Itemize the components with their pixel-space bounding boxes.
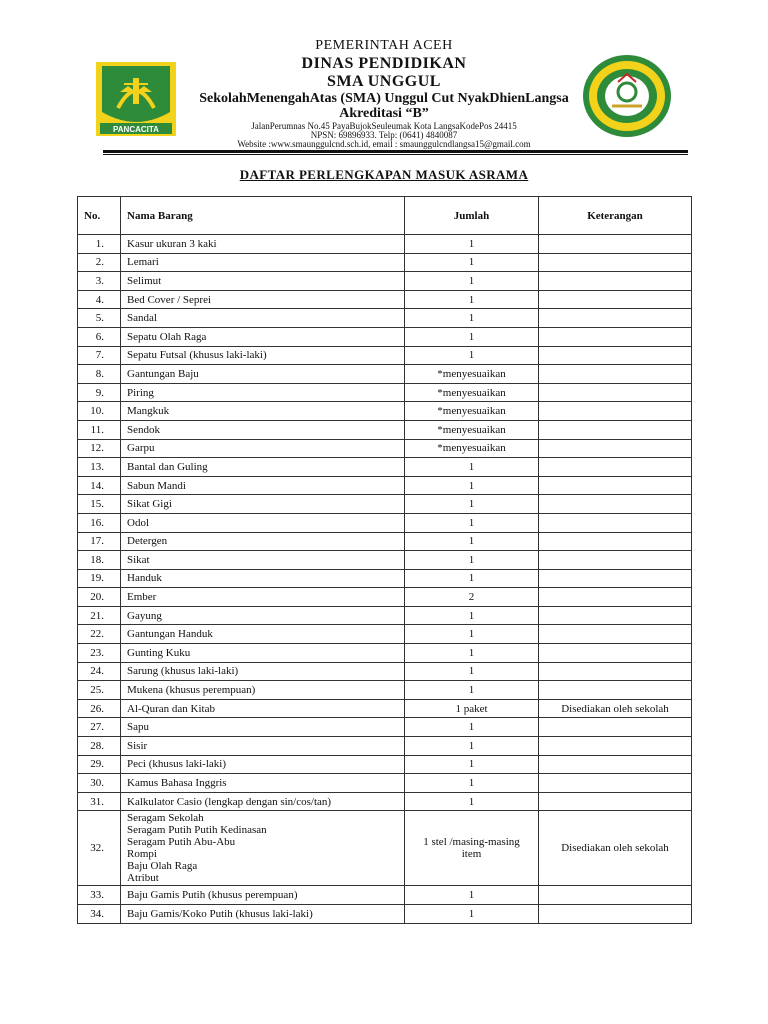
item-name: Gantungan Handuk [121,625,405,644]
item-note [539,662,692,681]
row-number: 20. [78,588,121,607]
row-number: 30. [78,774,121,793]
column-header-note: Keterangan [539,197,692,235]
item-note [539,718,692,737]
document-title: DAFTAR PERLENGKAPAN MASUK ASRAMA [239,167,529,182]
item-name: Detergen [121,532,405,551]
item-quantity: *menyesuaikan [405,420,539,439]
item-note [539,402,692,421]
item-note [539,737,692,756]
item-name: Sikat Gigi [121,495,405,514]
table-body [78,235,692,924]
item-name: Kalkulator Casio (lengkap dengan sin/cos/tan) [121,792,405,811]
pancacita-label: PANCACITA [113,125,159,134]
item-note [539,458,692,477]
row-number: 4. [78,290,121,309]
item-quantity: 1 [405,792,539,811]
table-row [78,681,692,700]
table-row [78,365,692,384]
row-number: 3. [78,272,121,291]
letterhead [0,0,768,150]
item-quantity [405,811,539,886]
item-note [539,290,692,309]
item-name-line: Seragam Sekolah [127,812,204,825]
item-name: Ember [121,588,405,607]
item-quantity-line: item [461,848,482,861]
item-note [539,886,692,905]
table-row [78,439,692,458]
item-note [539,755,692,774]
column-header-name: Nama Barang [121,197,405,235]
item-quantity: 1 [405,606,539,625]
table-header-row [78,197,692,235]
item-name: Sendok [121,420,405,439]
item-quantity: 1 [405,755,539,774]
table-row [78,588,692,607]
item-note [539,365,692,384]
item-note [539,588,692,607]
row-number: 5. [78,309,121,328]
item-quantity: *menyesuaikan [405,402,539,421]
row-number: 26. [78,699,121,718]
item-note: Disediakan oleh sekolah [539,699,692,718]
table-row [78,718,692,737]
item-name: Garpu [121,439,405,458]
item-note [539,272,692,291]
item-note [539,625,692,644]
table-row [78,886,692,905]
table-row [78,774,692,793]
item-name: Gunting Kuku [121,644,405,663]
item-quantity: 1 [405,737,539,756]
item-name: Sisir [121,737,405,756]
row-number: 11. [78,420,121,439]
item-quantity: 1 [405,327,539,346]
item-name: Kamus Bahasa Inggris [121,774,405,793]
row-number: 9. [78,383,121,402]
row-number: 33. [78,886,121,905]
item-quantity: *menyesuaikan [405,365,539,384]
table-row [78,644,692,663]
item-quantity: 1 [405,290,539,309]
item-note [539,792,692,811]
table-row [78,309,692,328]
table-row [78,383,692,402]
row-number: 19. [78,569,121,588]
item-name: Mukena (khusus perempuan) [121,681,405,700]
item-note [539,309,692,328]
item-name: Bantal dan Guling [121,458,405,477]
item-quantity: *menyesuaikan [405,383,539,402]
item-note [539,383,692,402]
item-note [539,439,692,458]
item-quantity: 1 [405,551,539,570]
table-row [78,625,692,644]
item-note [539,495,692,514]
row-number: 7. [78,346,121,365]
row-number: 16. [78,513,121,532]
row-number: 13. [78,458,121,477]
table-row [78,532,692,551]
table-row [78,327,692,346]
item-quantity: 1 paket [405,699,539,718]
table-row [78,513,692,532]
item-name: Piring [121,383,405,402]
item-name: Baju Gamis Putih (khusus perempuan) [121,886,405,905]
table-row [78,420,692,439]
table-row [78,737,692,756]
item-note [539,253,692,272]
row-number: 29. [78,755,121,774]
item-quantity: 1 [405,905,539,924]
item-name: Sepatu Futsal (khusus laki-laki) [121,346,405,365]
item-quantity-line: 1 stel /masing-masing [423,836,520,849]
item-quantity: 1 [405,513,539,532]
header-department: DINAS PENDIDIKAN [301,55,467,72]
header-website-email: Website :www.smaunggulcnd.sch.id, email : smaunggulcndlangsa15@gmail.com [237,139,531,149]
item-name: Sikat [121,551,405,570]
row-number: 23. [78,644,121,663]
item-quantity: 1 [405,774,539,793]
row-number: 2. [78,253,121,272]
table-row [78,290,692,309]
item-note [539,476,692,495]
header-school: SMA UNGGUL [327,73,441,90]
item-quantity: *menyesuaikan [405,439,539,458]
table-row [78,662,692,681]
item-quantity: 1 [405,458,539,477]
column-header-qty: Jumlah [405,197,539,235]
item-name: Sepatu Olah Raga [121,327,405,346]
letterhead-divider-thick [103,150,688,153]
item-note [539,774,692,793]
header-npsn-phone: NPSN: 69896933. Telp: (0641) 4840087 [310,130,458,140]
header-school-fullname: SekolahMenengahAtas (SMA) Unggul Cut NyakDhienLangsa [199,91,569,106]
table-row [78,569,692,588]
item-name-line: Baju Olah Raga [127,860,198,873]
item-name: Handuk [121,569,405,588]
item-name [121,811,405,886]
item-note [539,569,692,588]
item-name: Baju Gamis/Koko Putih (khusus laki-laki) [121,905,405,924]
row-number: 8. [78,365,121,384]
item-name: Sapu [121,718,405,737]
item-name: Gantungan Baju [121,365,405,384]
row-number: 27. [78,718,121,737]
item-name: Gayung [121,606,405,625]
row-number: 14. [78,476,121,495]
item-quantity: 1 [405,346,539,365]
table-row [78,458,692,477]
item-name-line: Rompi [127,848,157,861]
item-note [539,606,692,625]
item-note [539,513,692,532]
header-government: PEMERINTAH ACEH [315,38,453,53]
item-note [539,905,692,924]
equipment-table [77,196,692,924]
item-name: Al-Quran dan Kitab [121,699,405,718]
column-header-no: No. [78,197,121,235]
item-quantity: 1 [405,718,539,737]
row-number: 1. [78,235,121,254]
row-number: 21. [78,606,121,625]
row-number: 28. [78,737,121,756]
item-quantity: 1 [405,644,539,663]
table-row [78,606,692,625]
letterhead-divider-thin [103,154,688,155]
row-number: 10. [78,402,121,421]
item-note [539,532,692,551]
row-number: 6. [78,327,121,346]
row-number: 34. [78,905,121,924]
table-row [78,551,692,570]
item-quantity: 1 [405,886,539,905]
item-name: Sarung (khusus laki-laki) [121,662,405,681]
row-number: 12. [78,439,121,458]
item-note [539,346,692,365]
row-number: 25. [78,681,121,700]
item-quantity: 1 [405,476,539,495]
item-note [539,681,692,700]
item-quantity: 1 [405,495,539,514]
table-row [78,792,692,811]
item-name: Kasur ukuran 3 kaki [121,235,405,254]
table-row [78,811,692,886]
item-name: Odol [121,513,405,532]
row-number: 31. [78,792,121,811]
item-quantity: 1 [405,532,539,551]
item-quantity: 1 [405,309,539,328]
item-quantity: 2 [405,588,539,607]
header-address: JalanPerumnas No.45 PayaBujokSeuleumak Kota LangsaKodePos 24415 [251,121,517,131]
item-quantity: 1 [405,625,539,644]
item-name-line: Seragam Putih Putih Kedinasan [127,824,267,837]
item-note [539,420,692,439]
item-note [539,551,692,570]
item-name: Sandal [121,309,405,328]
item-name: Mangkuk [121,402,405,421]
item-name: Lemari [121,253,405,272]
item-note [539,644,692,663]
table-row [78,755,692,774]
row-number: 17. [78,532,121,551]
table-row [78,346,692,365]
table-row [78,272,692,291]
table-row [78,495,692,514]
item-quantity: 1 [405,681,539,700]
row-number: 15. [78,495,121,514]
table-row [78,476,692,495]
table-row [78,235,692,254]
item-name-line: Atribut [127,872,159,885]
table-row [78,402,692,421]
row-number: 32. [78,811,121,886]
table-row [78,905,692,924]
item-note [539,235,692,254]
table-row [78,253,692,272]
item-name-line: Seragam Putih Abu-Abu [127,836,236,849]
item-quantity: 1 [405,253,539,272]
item-name: Peci (khusus laki-laki) [121,755,405,774]
item-quantity: 1 [405,569,539,588]
item-quantity: 1 [405,272,539,291]
item-note: Disediakan oleh sekolah [539,811,692,886]
item-quantity: 1 [405,235,539,254]
table-row [78,699,692,718]
header-accreditation: Akreditasi “B” [339,106,429,121]
item-quantity: 1 [405,662,539,681]
item-note [539,327,692,346]
row-number: 22. [78,625,121,644]
item-name: Bed Cover / Seprei [121,290,405,309]
item-name: Sabun Mandi [121,476,405,495]
row-number: 24. [78,662,121,681]
row-number: 18. [78,551,121,570]
item-name: Selimut [121,272,405,291]
